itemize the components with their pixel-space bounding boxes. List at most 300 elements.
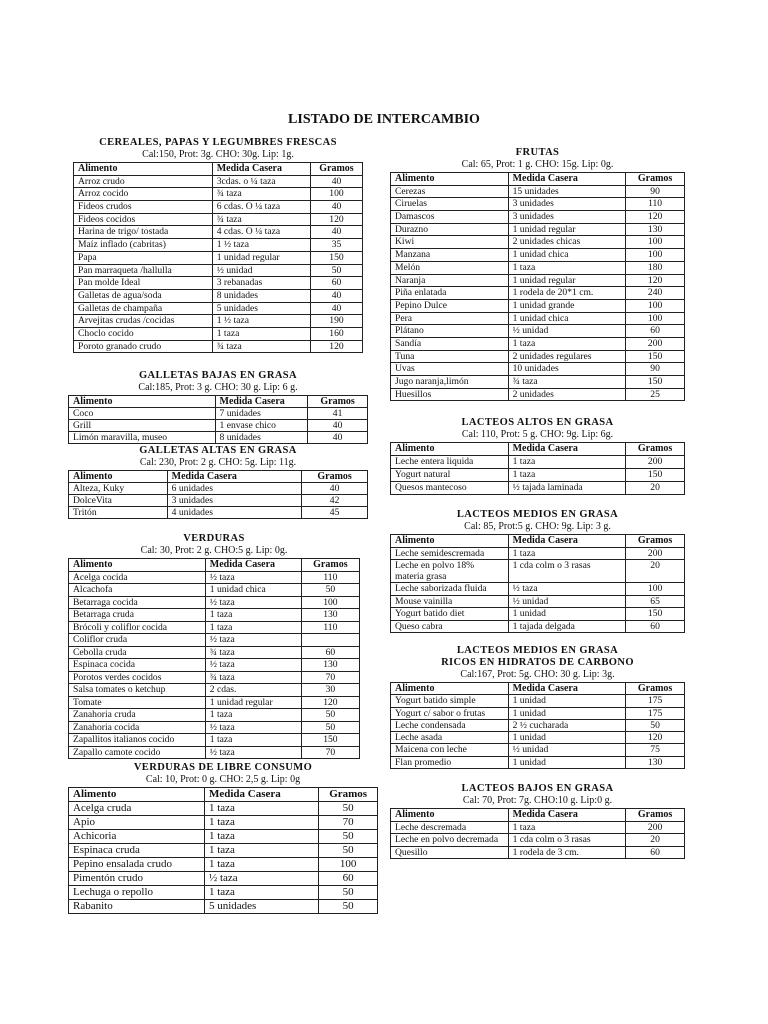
household-measure: 1 taza [508,821,626,834]
food-name: Espinaca cocida [69,659,206,672]
table-row [69,408,368,420]
section-nutrition-info: Cal: 30, Prot: 2 g. CHO:5 g. Lip: 0g. [140,545,288,556]
household-measure: 2 unidades regulares [508,350,626,363]
food-name: Yogurt c/ sabor o frutas [391,707,509,719]
household-measure: 2 cdas. [205,684,301,697]
table-row [69,816,378,830]
header-alimento: Alimento [69,788,205,802]
food-name: Tomate [69,696,206,709]
grams-value: 50 [626,719,685,731]
household-measure: 1 cda colm o 3 rasas [508,560,626,583]
section-title: LACTEOS MEDIOS EN GRASA [456,509,619,520]
food-name: Apio [69,816,205,830]
table-row [391,482,685,495]
food-name: Fideos crudos [74,201,213,214]
header-medida: Medida Casera [508,173,626,186]
grams-value: 200 [626,821,685,834]
food-name: Arvejitas crudas /cocidas [74,315,213,328]
table-row [69,886,378,900]
food-name: Pera [391,312,509,325]
food-name: Coliflor cruda [69,634,206,647]
section-lacteos-altos [390,417,685,495]
grams-value: 40 [302,483,368,495]
grams-value: 175 [626,695,685,707]
household-measure: 1 unidad [508,732,626,744]
household-measure: 3cdas. o ¼ taza [212,175,310,188]
household-measure: 1 unidad chica [205,584,301,597]
food-name: Damascos [391,211,509,224]
household-measure: ½ taza [205,659,301,672]
household-measure: 1 taza [508,469,626,482]
household-measure: 2 ½ cucharada [508,719,626,731]
table-row [69,721,360,734]
household-measure: ½ tajada laminada [508,482,626,495]
food-name: Leche en polvo 18% materia grasa [391,560,509,583]
grams-value: 120 [626,211,685,224]
table-row [69,432,368,444]
food-name: Espinaca cruda [69,844,205,858]
food-table [390,808,685,859]
food-name: Leche en polvo decremada [391,834,509,847]
table-row [69,844,378,858]
grams-value: 60 [301,646,359,659]
grams-value: 60 [626,620,685,633]
household-measure: 1 taza [204,802,318,816]
table-row [74,340,363,353]
table-row [74,315,363,328]
food-name: DolceVita [69,495,168,507]
table-row [391,312,685,325]
table-row [74,327,363,340]
food-name: Tuna [391,350,509,363]
food-name: Zapallo camote cocido [69,746,206,759]
food-name: Papa [74,251,213,264]
food-name: Maicena con leche [391,744,509,756]
grams-value: 50 [319,900,378,914]
header-gramos: Gramos [308,396,368,408]
header-medida: Medida Casera [508,443,626,456]
grams-value: 50 [319,830,378,844]
grams-value: 240 [626,287,685,300]
food-name: Salsa tomates o ketchup [69,684,206,697]
food-name: Betarraga cocida [69,596,206,609]
grams-value: 150 [301,734,359,747]
table-header-row [391,173,685,186]
table-row [74,277,363,290]
food-name: Mouse vainilla [391,595,509,608]
household-measure: 1 unidad chica [508,249,626,262]
grams-value: 50 [310,264,362,277]
section-nutrition-info: Cal: 85, Prot:5 g. CHO: 9g. Lip: 3 g. [464,521,611,532]
table-row [69,746,360,759]
section-nutrition-info: Cal: 110, Prot: 5 g. CHO: 9g. Lip: 6g. [461,429,614,440]
section-galletas-altas [68,445,368,519]
grams-value: 65 [626,595,685,608]
table-row [69,734,360,747]
household-measure: 3 unidades [167,495,302,507]
table-row [69,609,360,622]
header-medida: Medida Casera [167,471,302,483]
grams-value: 50 [301,584,359,597]
header-medida: Medida Casera [212,163,310,176]
grams-value: 90 [626,185,685,198]
food-name: Sandía [391,337,509,350]
header-alimento: Alimento [69,396,216,408]
food-name: Quesillo [391,846,509,859]
table-row [391,732,685,744]
grams-value: 60 [626,846,685,859]
table-row [391,846,685,859]
household-measure: ¾ taza [212,188,310,201]
food-name: Durazno [391,223,509,236]
table-row [69,596,360,609]
household-measure: 5 unidades [212,302,310,315]
grams-value: 100 [319,858,378,872]
food-name: Maíz inflado (cabritas) [74,239,213,252]
food-name: Uvas [391,363,509,376]
grams-value: 100 [310,188,362,201]
grams-value: 70 [319,816,378,830]
table-row [69,483,368,495]
food-name: Limón maravilla, museo [69,432,216,444]
grams-value: 45 [302,507,368,519]
food-name: Huesillos [391,388,509,401]
table-row [391,299,685,312]
grams-value: 150 [626,608,685,621]
household-measure: ½ taza [205,721,301,734]
grams-value: 100 [626,249,685,262]
food-name: Cerezas [391,185,509,198]
household-measure: 8 unidades [215,432,308,444]
household-measure: ½ unidad [508,595,626,608]
section-verduras-libre [68,762,378,914]
food-name: Porotos verdes cocidos [69,671,206,684]
header-medida: Medida Casera [508,683,626,695]
grams-value: 110 [301,621,359,634]
food-name: Melón [391,261,509,274]
household-measure: 1 taza [508,456,626,469]
household-measure: 15 unidades [508,185,626,198]
grams-value: 100 [626,236,685,249]
household-measure: 1 rodela de 3 cm. [508,846,626,859]
food-name: Pepino Dulce [391,299,509,312]
header-alimento: Alimento [74,163,213,176]
household-measure: ½ taza [205,634,301,647]
table-header-row [391,535,685,548]
table-row [74,201,363,214]
household-measure: 1 unidad regular [508,223,626,236]
grams-value: 190 [310,315,362,328]
household-measure: 6 unidades [167,483,302,495]
food-name: Yogurt batido diet [391,608,509,621]
grams-value: 130 [301,659,359,672]
header-alimento: Alimento [391,683,509,695]
food-table [73,162,363,353]
household-measure: 6 cdas. O ¼ taza [212,201,310,214]
grams-value: 160 [310,327,362,340]
table-row [74,175,363,188]
food-name: Achicoria [69,830,205,844]
household-measure: ½ unidad [508,325,626,338]
grams-value: 60 [319,872,378,886]
household-measure: 3 unidades [508,211,626,224]
table-row [391,744,685,756]
household-measure: ½ unidad [212,264,310,277]
grams-value: 50 [301,709,359,722]
table-row [391,185,685,198]
food-name: Pan molde Ideal [74,277,213,290]
food-name: Acelga cruda [69,802,205,816]
food-name: Leche asada [391,732,509,744]
food-name: Leche semidescremada [391,547,509,560]
food-name: Galletas de agua/soda [74,289,213,302]
section-lacteos-bajos [390,783,685,859]
table-row [391,376,685,389]
header-alimento: Alimento [69,471,168,483]
food-name: Naranja [391,274,509,287]
header-alimento: Alimento [391,173,509,186]
table-row [69,872,378,886]
table-row [69,584,360,597]
food-name: Manzana [391,249,509,262]
food-name: Leche descremada [391,821,509,834]
food-name: Yogurt batido simple [391,695,509,707]
table-row [391,707,685,719]
table-row [391,287,685,300]
household-measure: 1 unidad grande [508,299,626,312]
table-row [69,858,378,872]
section-title: VERDURAS [183,533,245,544]
household-measure: 4 unidades [167,507,302,519]
section-verduras [68,533,360,759]
food-name: Brócoli y coliflor cocida [69,621,206,634]
grams-value: 40 [308,432,368,444]
grams-value: 120 [626,732,685,744]
food-name: Queso cabra [391,620,509,633]
table-row [391,274,685,287]
food-table [390,442,685,495]
grams-value: 130 [301,609,359,622]
household-measure: 1 unidad [508,608,626,621]
table-row [69,495,368,507]
food-table [390,682,685,769]
table-row [69,420,368,432]
section-title: CEREALES, PAPAS Y LEGUMBRES FRESCAS [99,137,337,148]
section-title: GALLETAS ALTAS EN GRASA [139,445,297,456]
table-row [391,834,685,847]
household-measure: ½ taza [508,583,626,596]
grams-value: 40 [310,201,362,214]
table-row [391,198,685,211]
grams-value: 110 [626,198,685,211]
header-gramos: Gramos [626,173,685,186]
household-measure: 1 envase chico [215,420,308,432]
table-row [74,251,363,264]
header-medida: Medida Casera [215,396,308,408]
section-lacteos-medios-cho [390,645,685,769]
table-header-row [69,788,378,802]
table-header-row [74,163,363,176]
household-measure: 3 unidades [508,198,626,211]
header-gramos: Gramos [626,683,685,695]
table-row [69,659,360,672]
header-alimento: Alimento [391,809,509,822]
food-table [390,172,685,401]
grams-value: 20 [626,560,685,583]
section-title: VERDURAS DE LIBRE CONSUMO [133,762,313,773]
header-gramos: Gramos [626,809,685,822]
header-medida: Medida Casera [508,809,626,822]
table-row [69,621,360,634]
table-row [391,223,685,236]
grams-value: 60 [626,325,685,338]
food-name: Arroz crudo [74,175,213,188]
household-measure: 1 taza [205,621,301,634]
grams-value: 25 [626,388,685,401]
table-row [391,325,685,338]
food-table [68,470,368,519]
household-measure: 1 taza [205,709,301,722]
household-measure: 1 taza [204,816,318,830]
header-medida: Medida Casera [508,535,626,548]
table-header-row [391,809,685,822]
household-measure: 10 unidades [508,363,626,376]
table-row [391,560,685,583]
food-name: Rabanito [69,900,205,914]
food-name: Alteza, Kuky [69,483,168,495]
food-name: Yogurt natural [391,469,509,482]
table-row [391,249,685,262]
food-name: Arroz cocido [74,188,213,201]
section-nutrition-info: Cal: 70, Prot: 7g. CHO:10 g. Lip:0 g. [462,795,613,806]
table-row [391,337,685,350]
table-row [74,213,363,226]
table-header-row [69,396,368,408]
header-alimento: Alimento [391,443,509,456]
table-header-row [391,443,685,456]
section-cereales [73,137,363,353]
table-row [391,456,685,469]
household-measure: 1 unidad [508,695,626,707]
food-table [390,534,685,633]
grams-value: 50 [319,844,378,858]
grams-value: 70 [301,671,359,684]
section-title: LACTEOS ALTOS EN GRASA [461,417,614,428]
grams-value: 70 [301,746,359,759]
household-measure: 1 taza [204,830,318,844]
grams-value: 90 [626,363,685,376]
food-name: Quesos mantecoso [391,482,509,495]
table-header-row [391,683,685,695]
food-name: Harina de trigo/ tostada [74,226,213,239]
food-name: Piña enlatada [391,287,509,300]
household-measure: 1 unidad [508,756,626,768]
header-gramos: Gramos [319,788,378,802]
food-name: Grill [69,420,216,432]
grams-value: 35 [310,239,362,252]
household-measure: 1 taza [205,609,301,622]
section-title: LACTEOS MEDIOS EN GRASA [456,645,619,656]
food-name: Jugo naranja,limón [391,376,509,389]
household-measure: 1 unidad [508,707,626,719]
section-title: FRUTAS [515,147,560,158]
section-lacteos-medios [390,509,685,633]
food-name: Fideos cocidos [74,213,213,226]
grams-value: 50 [319,886,378,900]
food-table [68,787,378,914]
grams-value: 100 [301,596,359,609]
household-measure: ½ taza [205,571,301,584]
page-title: LISTADO DE INTERCAMBIO [288,112,480,127]
table-row [391,261,685,274]
household-measure: 3 rebanadas [212,277,310,290]
table-row [69,709,360,722]
household-measure: 1 ½ taza [212,315,310,328]
grams-value: 120 [310,213,362,226]
household-measure: 4 cdas. O ¼ taza [212,226,310,239]
table-row [69,507,368,519]
grams-value: 150 [626,350,685,363]
food-name: Kiwi [391,236,509,249]
table-row [69,830,378,844]
grams-value: 40 [308,420,368,432]
grams-value [301,634,359,647]
table-row [74,264,363,277]
grams-value: 150 [310,251,362,264]
table-row [69,802,378,816]
table-row [69,900,378,914]
household-measure: 1 rodela de 20*1 cm. [508,287,626,300]
household-measure: 7 unidades [215,408,308,420]
grams-value: 200 [626,547,685,560]
header-alimento: Alimento [391,535,509,548]
header-gramos: Gramos [626,443,685,456]
table-row [74,239,363,252]
household-measure: 1 taza [204,886,318,900]
header-medida: Medida Casera [204,788,318,802]
header-alimento: Alimento [69,559,206,572]
section-nutrition-info: Cal:150, Prot: 3g. CHO: 30g. Lip: 1g. [142,149,294,160]
household-measure: ½ taza [204,872,318,886]
household-measure: 1 ½ taza [212,239,310,252]
household-measure: 1 cda colm o 3 rasas [508,834,626,847]
grams-value: 20 [626,834,685,847]
grams-value: 50 [301,721,359,734]
grams-value: 200 [626,456,685,469]
household-measure: ¾ taza [212,213,310,226]
food-name: Alcachofa [69,584,206,597]
grams-value: 50 [319,802,378,816]
grams-value: 40 [310,289,362,302]
table-row [391,236,685,249]
grams-value: 42 [302,495,368,507]
section-title: LACTEOS BAJOS EN GRASA [461,783,614,794]
section-nutrition-info: Cal: 230, Prot: 2 g. CHO: 5g. Lip: 11g. [139,457,297,468]
table-row [391,583,685,596]
household-measure: 1 taza [212,327,310,340]
grams-value: 150 [626,469,685,482]
food-name: Poroto granado crudo [74,340,213,353]
grams-value: 130 [626,223,685,236]
table-row [391,363,685,376]
grams-value: 110 [301,571,359,584]
food-name: Leche saborizada fluida [391,583,509,596]
grams-value: 180 [626,261,685,274]
food-name: Tritón [69,507,168,519]
table-header-row [69,559,360,572]
table-row [391,350,685,363]
table-row [69,696,360,709]
